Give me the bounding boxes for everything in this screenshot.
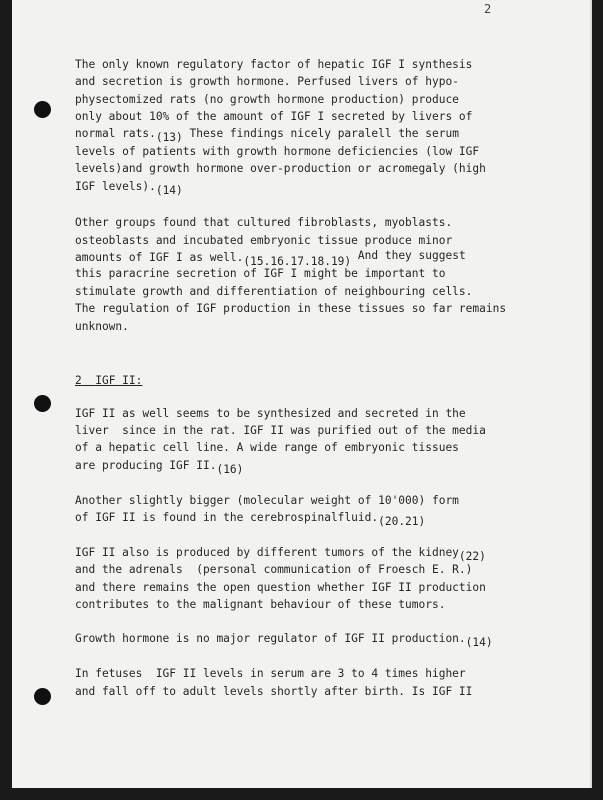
- text-line: stimulate growth and differentiation of neighbouring cells.: [75, 285, 473, 298]
- text-line: The only known regulatory factor of hepatic IGF I synthesis: [75, 58, 473, 71]
- text-line: and secretion is growth hormone. Perfused livers of hypo-: [75, 75, 459, 88]
- text-line: [75, 459, 244, 476]
- text-segment: And they suggest: [351, 249, 466, 262]
- text-line: and the adrenals (personal communication of Froesch E. R.): [75, 563, 473, 576]
- citation: (14): [465, 636, 493, 649]
- text-line: and there remains the open question whether IGF II production: [75, 581, 486, 594]
- text-segment: These findings nicely paralell the serum: [182, 127, 459, 140]
- text-line: [75, 127, 459, 144]
- text-line: Other groups found that cultured fibroblasts, myoblasts.: [75, 216, 453, 229]
- text-line: Another slightly bigger (molecular weight of 10'000) form: [75, 494, 459, 507]
- text-segment: Growth hormone is no major regulator of IGF II production.: [75, 632, 466, 645]
- text-line: IGF II as well seems to be synthesized and secreted in the: [75, 407, 466, 420]
- text-line: contributes to the malignant behaviour of these tumors.: [75, 598, 446, 611]
- text-line: only about 10% of the amount of IGF I secreted by livers of: [75, 110, 473, 123]
- text-segment: IGF II also is produced by different tumors of the kidney: [75, 546, 459, 559]
- text-line: osteoblasts and incubated embryonic tissue produce minor: [75, 234, 453, 247]
- citation: (22): [458, 550, 486, 563]
- text-line: [75, 632, 493, 649]
- text-segment: normal rats.: [75, 127, 156, 140]
- punch-hole-top: [34, 101, 51, 118]
- text-line: In fetuses IGF II levels in serum are 3 to 4 times higher: [75, 667, 466, 680]
- section-number: 2: [75, 374, 82, 387]
- citation: (14): [155, 184, 183, 197]
- page-number: 2: [484, 2, 492, 16]
- text-line: and fall off to adult levels shortly after birth. Is IGF II: [75, 685, 473, 698]
- text-line: of a hepatic cell line. A wide range of embryonic tissues: [75, 441, 459, 454]
- section-heading: [75, 374, 142, 388]
- punch-hole-bottom: [34, 688, 51, 705]
- text-line: liver since in the rat. IGF II was purified out of the media: [75, 424, 486, 437]
- section-title: IGF II:: [95, 374, 143, 387]
- citation: (15.16.17.18.19): [243, 255, 352, 268]
- citation: (13): [155, 131, 183, 144]
- text-line: [75, 511, 426, 528]
- text-line: levels of patients with growth hormone deficiencies (low IGF: [75, 145, 480, 158]
- text-line: unknown.: [75, 320, 129, 333]
- text-line: levels)and growth hormone over-production or acromegaly (high: [75, 162, 486, 175]
- text-segment: amounts of IGF I as well.: [75, 251, 244, 264]
- punch-hole-middle: [34, 395, 51, 412]
- text-segment: of IGF II is found in the cerebrospinalfluid.: [75, 511, 379, 524]
- text-line: [75, 180, 183, 197]
- page-edge: [590, 0, 592, 788]
- text-line: [75, 546, 486, 563]
- citation: (20.21): [378, 515, 426, 528]
- text-line: this paracrine secretion of IGF I might be important to: [75, 267, 446, 280]
- citation: (16): [216, 463, 244, 476]
- text-segment: IGF levels).: [75, 180, 156, 193]
- text-line: [75, 249, 466, 268]
- text-segment: are producing IGF II.: [75, 459, 217, 472]
- document-page: [12, 0, 592, 788]
- text-line: physectomized rats (no growth hormone production) produce: [75, 93, 459, 106]
- text-line: The regulation of IGF production in these tissues so far remains: [75, 302, 507, 315]
